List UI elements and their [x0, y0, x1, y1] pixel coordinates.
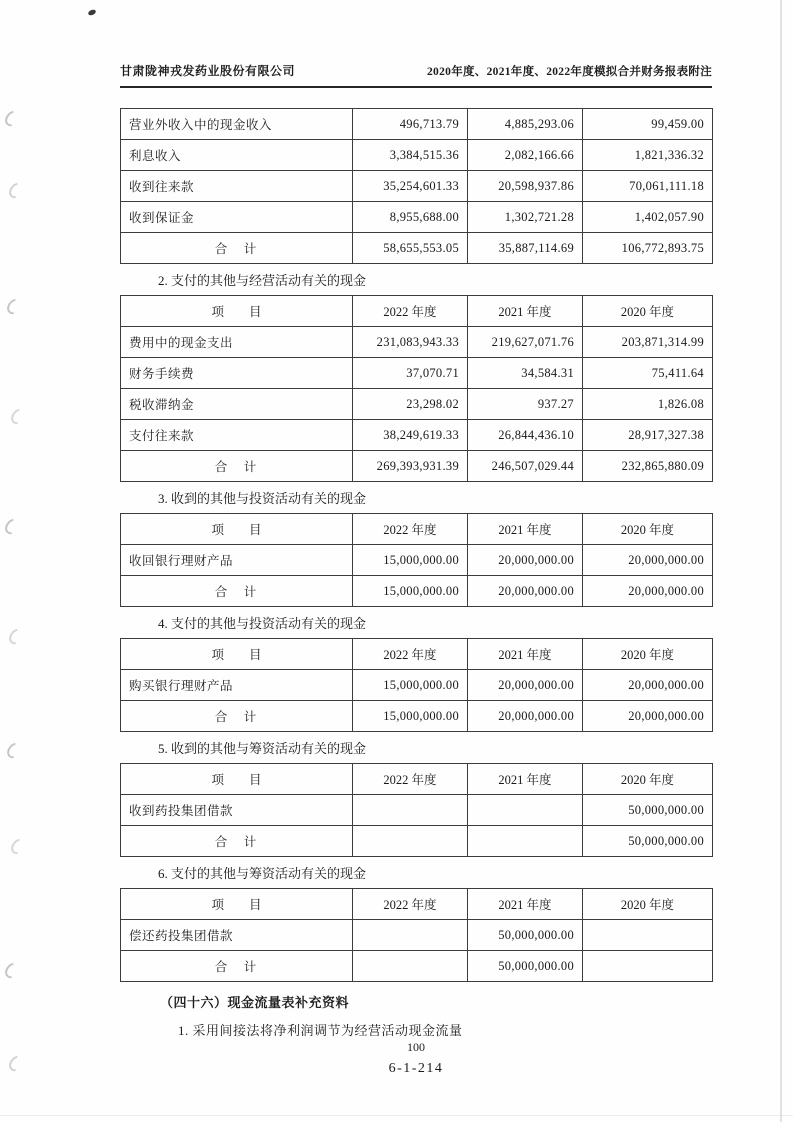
cell-value: 23,298.02 [353, 389, 468, 420]
section-other-investing-payments [120, 613, 712, 732]
row-label: 支付往来款 [121, 420, 353, 451]
column-header: 2021 年度 [468, 764, 583, 795]
document-code: 6-1-214 [388, 1061, 444, 1076]
column-header: 2020 年度 [583, 764, 713, 795]
table-row [121, 389, 713, 420]
scan-artifact [8, 836, 29, 857]
row-label: 财务手续费 [121, 358, 353, 389]
row-label: 收到往来款 [121, 171, 353, 202]
scan-artifact [2, 516, 23, 537]
table-header-row [121, 889, 713, 920]
column-header: 2022 年度 [353, 639, 468, 670]
table-header-row [121, 514, 713, 545]
company-name: 甘肃陇神戎发药业股份有限公司 [120, 64, 296, 78]
cell-value: 20,598,937.86 [468, 171, 583, 202]
row-label: 合 计 [121, 576, 353, 607]
row-label: 购买银行理财产品 [121, 670, 353, 701]
section-title: 2. 支付的其他与经营活动有关的现金 [158, 273, 367, 288]
data-table [120, 513, 713, 607]
data-table [120, 108, 713, 264]
cell-value: 20,000,000.00 [583, 576, 713, 607]
scan-artifact [8, 406, 29, 427]
column-header: 项 目 [121, 889, 353, 920]
cell-value: 15,000,000.00 [353, 701, 468, 732]
column-header: 2021 年度 [468, 639, 583, 670]
cell-value: 35,887,114.69 [468, 233, 583, 264]
column-header: 2020 年度 [583, 889, 713, 920]
cell-value [583, 951, 713, 982]
scan-artifact [4, 740, 25, 761]
scan-artifact [2, 960, 23, 981]
column-header: 2021 年度 [468, 514, 583, 545]
section-other-financing-payments [120, 863, 712, 982]
row-label: 合 计 [121, 826, 353, 857]
cell-value: 15,000,000.00 [353, 576, 468, 607]
scan-artifact [6, 1053, 27, 1074]
total-row [121, 576, 713, 607]
cell-value [583, 920, 713, 951]
column-header: 项 目 [121, 764, 353, 795]
column-header: 2020 年度 [583, 514, 713, 545]
table-header-row [121, 764, 713, 795]
cell-value: 20,000,000.00 [583, 701, 713, 732]
table-row [121, 358, 713, 389]
cell-value: 20,000,000.00 [583, 545, 713, 576]
notes-heading: （四十六）现金流量表补充资料 [160, 995, 350, 1010]
row-label: 营业外收入中的现金收入 [121, 109, 353, 140]
section-other-financing-receipts [120, 738, 712, 857]
row-label: 合 计 [121, 233, 353, 264]
cell-value: 496,713.79 [353, 109, 468, 140]
cell-value: 1,302,721.28 [468, 202, 583, 233]
column-header: 2022 年度 [353, 889, 468, 920]
scan-artifact [87, 9, 96, 17]
section-title: 3. 收到的其他与投资活动有关的现金 [158, 491, 367, 506]
section-title: 6. 支付的其他与筹资活动有关的现金 [158, 866, 367, 881]
report-title: 2020年度、2021年度、2022年度模拟合并财务报表附注 [427, 66, 712, 78]
cell-value: 20,000,000.00 [583, 670, 713, 701]
scan-artifact [6, 626, 27, 647]
cell-value: 937.27 [468, 389, 583, 420]
section-other-operating-payments [120, 270, 712, 482]
cell-value: 219,627,071.76 [468, 327, 583, 358]
scan-edge-line [0, 1115, 793, 1116]
cell-value: 1,402,057.90 [583, 202, 713, 233]
table-row [121, 545, 713, 576]
cell-value: 20,000,000.00 [468, 670, 583, 701]
column-header: 项 目 [121, 296, 353, 327]
section-title: 4. 支付的其他与投资活动有关的现金 [158, 616, 367, 631]
section-other-investing-receipts [120, 488, 712, 607]
column-header: 2022 年度 [353, 296, 468, 327]
total-row [121, 233, 713, 264]
cell-value: 70,061,111.18 [583, 171, 713, 202]
cell-value: 1,826.08 [583, 389, 713, 420]
cell-value: 232,865,880.09 [583, 451, 713, 482]
table-row [121, 140, 713, 171]
table-row [121, 670, 713, 701]
cell-value: 37,070.71 [353, 358, 468, 389]
cell-value [468, 826, 583, 857]
row-label: 税收滞纳金 [121, 389, 353, 420]
cell-value [353, 795, 468, 826]
cell-value: 50,000,000.00 [468, 951, 583, 982]
cell-value: 26,844,436.10 [468, 420, 583, 451]
cell-value: 1,821,336.32 [583, 140, 713, 171]
column-header: 项 目 [121, 514, 353, 545]
cell-value [353, 920, 468, 951]
section-operating-receipts-continued [120, 108, 712, 264]
page-number: 100 [407, 1040, 425, 1054]
cell-value: 2,082,166.66 [468, 140, 583, 171]
row-label: 费用中的现金支出 [121, 327, 353, 358]
cell-value: 203,871,314.99 [583, 327, 713, 358]
notes-line: 1. 采用间接法将净利润调节为经营活动现金流量 [178, 1023, 463, 1038]
column-header: 2020 年度 [583, 639, 713, 670]
cell-value: 15,000,000.00 [353, 670, 468, 701]
cell-value: 106,772,893.75 [583, 233, 713, 264]
column-header: 项 目 [121, 639, 353, 670]
data-table [120, 888, 713, 982]
row-label: 偿还药投集团借款 [121, 920, 353, 951]
table-header-row [121, 639, 713, 670]
cell-value: 58,655,553.05 [353, 233, 468, 264]
cell-value: 50,000,000.00 [468, 920, 583, 951]
cell-value: 34,584.31 [468, 358, 583, 389]
data-table [120, 295, 713, 482]
cell-value: 246,507,029.44 [468, 451, 583, 482]
cell-value: 8,955,688.00 [353, 202, 468, 233]
cell-value: 20,000,000.00 [468, 701, 583, 732]
cell-value: 20,000,000.00 [468, 545, 583, 576]
row-label: 收回银行理财产品 [121, 545, 353, 576]
cell-value: 50,000,000.00 [583, 826, 713, 857]
row-label: 合 计 [121, 701, 353, 732]
scan-artifact [4, 296, 25, 317]
table-row [121, 920, 713, 951]
cell-value: 15,000,000.00 [353, 545, 468, 576]
table-header-row [121, 296, 713, 327]
cell-value: 50,000,000.00 [583, 795, 713, 826]
table-row [121, 795, 713, 826]
table-row [121, 171, 713, 202]
data-table [120, 763, 713, 857]
scan-artifact [2, 108, 23, 129]
scan-artifact [6, 180, 27, 201]
cell-value: 75,411.64 [583, 358, 713, 389]
cell-value: 231,083,943.33 [353, 327, 468, 358]
cell-value: 99,459.00 [583, 109, 713, 140]
column-header: 2022 年度 [353, 764, 468, 795]
cell-value: 3,384,515.36 [353, 140, 468, 171]
table-row [121, 202, 713, 233]
row-label: 合 计 [121, 951, 353, 982]
table-row [121, 327, 713, 358]
total-row [121, 951, 713, 982]
data-table [120, 638, 713, 732]
cell-value: 28,917,327.38 [583, 420, 713, 451]
total-row [121, 826, 713, 857]
cell-value: 35,254,601.33 [353, 171, 468, 202]
cell-value: 38,249,619.33 [353, 420, 468, 451]
row-label: 利息收入 [121, 140, 353, 171]
column-header: 2021 年度 [468, 889, 583, 920]
cell-value: 269,393,931.39 [353, 451, 468, 482]
column-header: 2021 年度 [468, 296, 583, 327]
table-row [121, 420, 713, 451]
cell-value: 20,000,000.00 [468, 576, 583, 607]
total-row [121, 451, 713, 482]
cell-value [353, 951, 468, 982]
total-row [121, 701, 713, 732]
table-row [121, 109, 713, 140]
row-label: 收到保证金 [121, 202, 353, 233]
row-label: 收到药投集团借款 [121, 795, 353, 826]
supplementary-notes [120, 992, 712, 1039]
document-header [120, 62, 712, 88]
row-label: 合 计 [121, 451, 353, 482]
document-content [120, 62, 712, 1039]
cell-value [353, 826, 468, 857]
cell-value: 4,885,293.06 [468, 109, 583, 140]
scan-edge-line [780, 0, 782, 1122]
column-header: 2022 年度 [353, 514, 468, 545]
section-title: 5. 收到的其他与筹资活动有关的现金 [158, 741, 367, 756]
cell-value [468, 795, 583, 826]
column-header: 2020 年度 [583, 296, 713, 327]
